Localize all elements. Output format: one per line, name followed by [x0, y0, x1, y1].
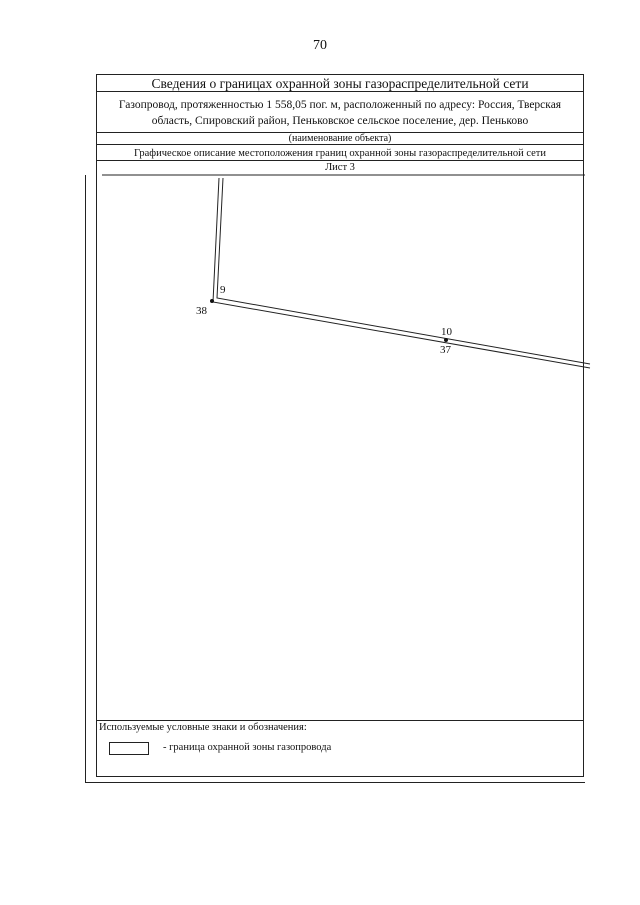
- boundary-point-9-38: [210, 299, 214, 303]
- legend-boundary-label: - граница охранной зоны газопровода: [163, 742, 332, 753]
- point-label-9: 9: [220, 284, 226, 296]
- object-caption: (наименование объекта): [97, 133, 583, 145]
- boundary-inner-line: [217, 178, 590, 364]
- point-label-37: 37: [440, 344, 451, 356]
- boundary-point-10-37: [444, 338, 448, 342]
- document-title: Сведения о границах охранной зоны газораспределительной сети: [97, 75, 583, 92]
- object-description: Газопровод, протяженностью 1 558,05 пог. м, расположенный по адресу: Россия, Тверская область, Спировский район, Пеньковское сельское поселение, дер. Пеньково: [97, 93, 583, 133]
- sheet-label: Лист 3: [325, 162, 355, 173]
- boundary-outer-line: [213, 178, 590, 368]
- graphic-description-heading: Графическое описание местоположения границ охранной зоны газораспределительной сети: [97, 147, 583, 161]
- point-label-38: 38: [196, 305, 207, 317]
- legend-title: Используемые условные знаки и обозначения:: [99, 722, 307, 733]
- point-label-10: 10: [441, 326, 452, 338]
- page-number: 70: [313, 38, 327, 53]
